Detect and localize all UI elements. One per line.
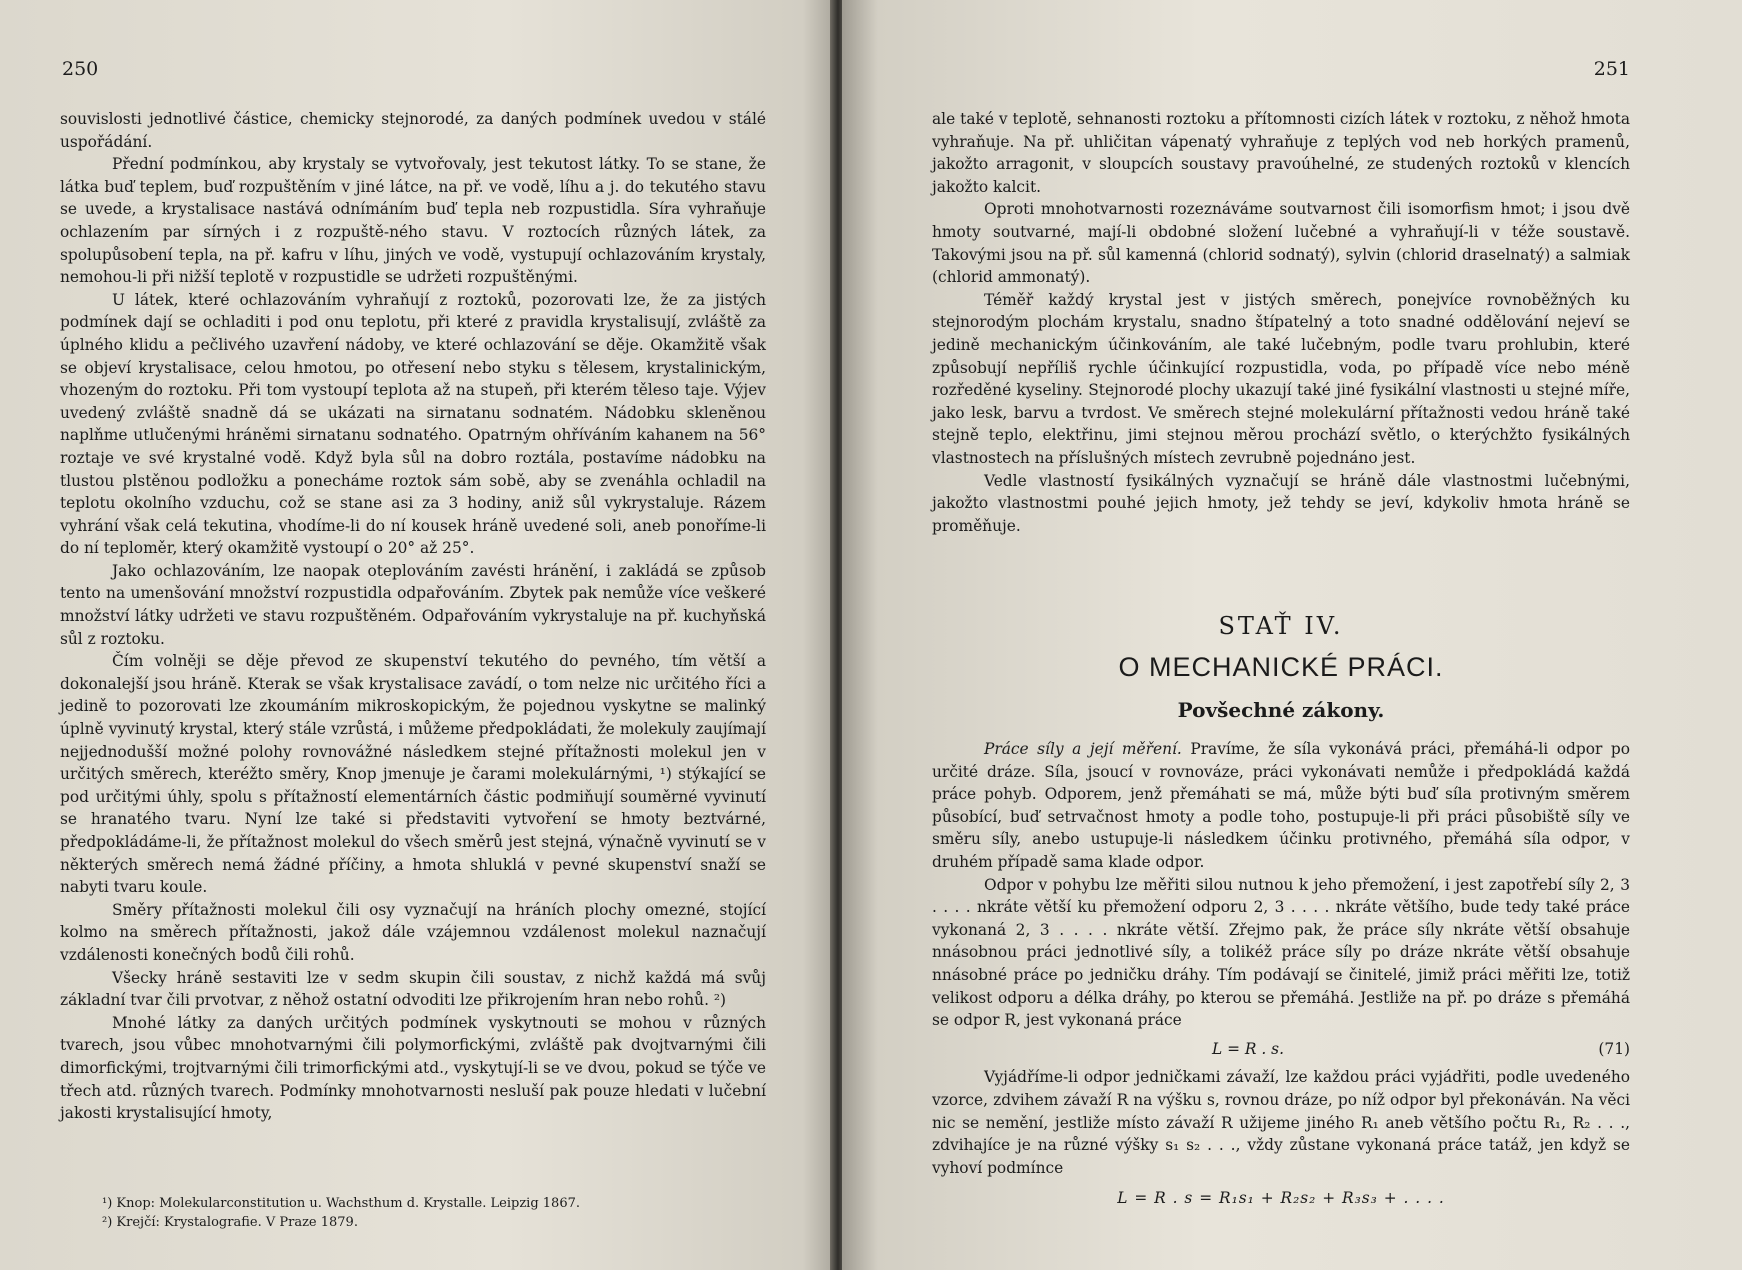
paragraph: Mnohé látky za daných určitých podmínek vyskytnouti se mohou v různých tvarech, jsou vůbec mnohotvarnými čili polymorfickými, zvláště pak dvojtvarnými čili dimorfickými, trojtvarnými čili trimorfickými atd., vyskytují-li se ve dvou, pokud se týče ve třech atd. různých tvarech. Podmínky mnohotvarnosti nesluší pak pouze hledati v lučební jakosti krystalisující hmoty, [60, 1013, 766, 1123]
paragraph: Odpor v pohybu lze měřiti silou nutnou k jeho přemožení, i jest zapotřebí síly 2, 3 . . . . nkráte větší ku přemožení odporu 2, 3 . . . . nkráte většího, bude tedy také práce vykonaná 2, 3 . . . . nkráte větší. Zřejmo pak, že práce síly nkráte větší obsahuje nnásobnou práci jednotlivé síly, a tolikéž práce síly po dráze nkráte větší obsahuje nnásobné práce po jedničku dráhy. Tím podávají se činitelé, jimiž práci měřiti lze, totiž velikost odporu a délka dráhy, po kterou se přemáhá. Jestliže na př. po dráze s přemáhá se odpor R, jest vykonaná práce [932, 875, 1630, 1030]
paragraph: Téměř každý krystal jest v jistých směrech, ponejvíce rovnoběžných ku stejnorodým plochám krystalu, snadno štípatelný a toto snadné oddělování nejeví se jedině mechanickým účinkováním, ale také lučebným, podle tvaru prohlubin, které způsobují nepříliš rychle účinkující rozpustidla, voda, po případě více nebo méně rozředěné kyseliny. Stejnorodé plochy ukazují také jiné fysikální vlastnosti u stejné míře, jako lesk, barvu a tvrdost. Ve směrech stejné molekulární přítažnosti vedou hráně také stejně teplo, elektřinu, jimi stejnou měrou prochází světlo, o kterýchžto fysikálných vlastnostech na příslušných místech zevrubně pojednáno jest. [932, 290, 1630, 467]
paragraph: ale také v teplotě, sehnanosti roztoku a přítomnosti cizích látek v roztoku, z něhož hmota vyhraňuje. Na př. uhličitan vápenatý vyhraňuje z teplých vod neb horkých pramenů, jakožto arragonit, v sloupcích soustavy pravoúhelné, ze studených roztoků v klencích jakožto kalcit. [932, 110, 1630, 196]
paragraph: souvislosti jednotlivé částice, chemicky stejnorodé, za daných podmínek uvedou v stálé uspořádání. [60, 110, 766, 151]
chapter-title: O MECHANICKÉ PRÁCI. [1118, 652, 1444, 682]
page-number: 250 [62, 58, 99, 80]
formula-expression: L = R . s. [1212, 1039, 1284, 1058]
paragraph: Přední podmínkou, aby krystaly se vytvořovaly, jest tekutost látky. To se stane, že látka buď teplem, buď rozpuštěním v jiné látce, na př. ve vodě, líhu a j. do tekutého stavu se uvede, a krystalisace nastává odnímáním buď tepla neb rozpustidla. Síra vyhraňuje ochlazením par sírných i z rozpuště-ného stavu. V roztocích různých látek, za spolupůsobení tepla, na př. kafru v líhu, jiných ve vodě, vystupují ochlazováním krystaly, nemohou-li při nižší teplotě v rozpustidle se udržeti rozpuštěnými. [60, 155, 766, 287]
right-page [842, 0, 1742, 1270]
paragraph: Směry přítažnosti molekul čili osy vyznačují na hráních plochy omezné, stojící kolmo na směrech přítažnosti, jakož dále vzájemnou vzdálenost molekul naznačují vzdálenosti konečných bodů čili rohů. [60, 900, 766, 964]
paragraph: Všecky hráně sestaviti lze v sedm skupin čili soustav, z nichž každá má svůj základní tvar čili prvotvar, z něhož ostatní odvoditi lze přikrojením hran nebo rohů. ²) [60, 968, 766, 1010]
paragraph: U látek, které ochlazováním vyhraňují z roztoků, pozorovati lze, že za jistých podmínek dají se ochladiti i pod onu teplotu, při které z pravidla krystalisují, zvláště za úplného klidu a pečlivého uzavření nádoby, ve které ochlazování se děje. Okamžitě však se objeví krystalisace, celou hmotou, po otřesení nebo styku s tělesem, krystalinickým, vhozeným do roztoku. Při tom vystoupí teplota až na stupeň, při kterém těleso taje. Výjev uvedený zvláště snadně dá se ukázati na sirnatanu sodnatém. Nádobku skleněnou naplňme utlučenými hráněmi sirnatanu sodnatého. Opatrným ohříváním kahanem na 56° roztaje ve své krystalné vodě. Když byla sůl na dobro roztála, postavíme nádobku na tlustou plstěnou podložku a ponecháme roztok sám sobě, aby se zvenáhla ochladil na teplotu okolního vzduchu, což se stane asi za 3 hodiny, aniž sůl vykrystaluje. Rázem vyhrání však celá tekutina, vhodíme-li do ní kousek hráně uvedené soli, aneb ponoříme-li do ní teploměr, který okamžitě vystoupí o 20° až 25°. [60, 290, 766, 558]
run-in-heading: Práce síly a její měření. [984, 740, 1182, 758]
footnote: ¹) Knop: Molekularconstitution u. Wachsthum d. Krystalle. Leipzig 1867. [102, 1196, 580, 1211]
paragraph: Vyjádříme-li odpor jedničkami závaží, lze každou práci vyjádřiti, podle uvedeného vzorce, zdvihem závaží R na výšku s, rovnou dráze, po níž odpor byl překonáván. Na věci nic se nemění, jestliže místo závaží R užijeme jiného R₁ aneb většího počtu R₁, R₂ . . ., zdvihajíce je na různé výšky s₁ s₂ . . ., vždy zůstane vykonaná práce tatáž, jen když se vyhoví podmínce [932, 1068, 1630, 1177]
formula-71 [932, 1032, 1630, 1067]
paragraph [932, 738, 1630, 874]
footnote: ²) Krejčí: Krystalografie. V Praze 1879. [102, 1215, 358, 1230]
paragraph: Oproti mnohotvarnosti rozeznáváme soutvarnost čili isomorfism hmot; i jsou dvě hmoty soutvarné, mají-li obdobné složení lučebné a vyhraňují-li v téže soustavě. Takovými jsou na př. sůl kamenná (chlorid sodnatý), sylvin (chlorid draselnatý) a salmiak (chlorid ammonatý). [932, 200, 1630, 287]
paragraph: Vedle vlastností fysikálných vyznačují se hráně dále vlastnostmi lučebnými, jakožto vlastnostmi pouhé jejich hmoty, jež tehdy se jeví, kdykoliv hmota hráně se proměňuje. [932, 471, 1630, 535]
left-page [0, 0, 836, 1270]
paragraph-text: Pravíme, že síla vykonává práci, přemáhá-li odpor po určité dráze. Síla, jsoucí v rovnováze, práci vykonávati nemůže i předpokládá každá práce pohyb. Odporem, jenž přemáhati se má, může býti buď síla protivným směrem působící, buď setrvačnost hmoty a podle toho, postupuje-li při práci působiště síly ve směru síly, anebo ustupuje-li následkem účinku protivného, přemáhá síla odpor, v druhém případě sama klade odpor. [932, 740, 1630, 871]
chapter-subtitle: Povšechné zákony. [1177, 698, 1385, 722]
chapter-body [932, 738, 1630, 1210]
paragraph: Čím volněji se děje převod ze skupenství tekutého do pevného, tím větší a dokonalejší jsou hráně. Kterak se však krystalisace zavádí, o tom nelze nic určitého říci a jedině to pozorovati lze zkoumáním mikroskopickým, že pojednou vyskytne se malinký úplně vyvinutý krystal, který stále vzrůstá, i můžeme předpokládati, že molekuly zaujímají nejjednodušší možné polohy rovnovážné následkem stejné přítažnosti molekul jen v určitých směrech, kteréžto směry, Knop jmenuje je čarami molekulárnými, ¹) stýkající se pod určitými úhly, spolu s přítažností elementárních částic podmiňují souměrné vyvinutí se hranatého tvaru. Nyní lze také si představiti vytvoření se hmoty beztvárné, předpokládáme-li, že přítažnost molekul do všech směrů jest stejná, výnačně vyvinutí se v některých směrech nemá žádné příčiny, a hmota shluklá v pevné skupenství snaží se nabyti tvaru koule. [60, 652, 766, 897]
section-number: STAŤ IV. [1218, 612, 1344, 640]
left-text-column [60, 108, 766, 1125]
formula-number: (71) [1598, 1039, 1630, 1058]
page-number: 251 [1593, 58, 1630, 80]
paragraph: Jako ochlazováním, lze naopak oteplováním zavésti hránění, i zakládá se způsob tento na umenšování množství rozpustidla odpařováním. Zbytek pak nemůže více veškeré množství látky udržeti ve stavu rozpuštěném. Odpařováním vykrystaluje na př. kuchyňská sůl z roztoku. [60, 561, 766, 648]
footnotes [102, 1194, 752, 1232]
right-text-column [932, 108, 1630, 537]
formula-sum: L = R . s = R₁s₁ + R₂s₂ + R₃s₃ + . . . . [1117, 1189, 1445, 1208]
